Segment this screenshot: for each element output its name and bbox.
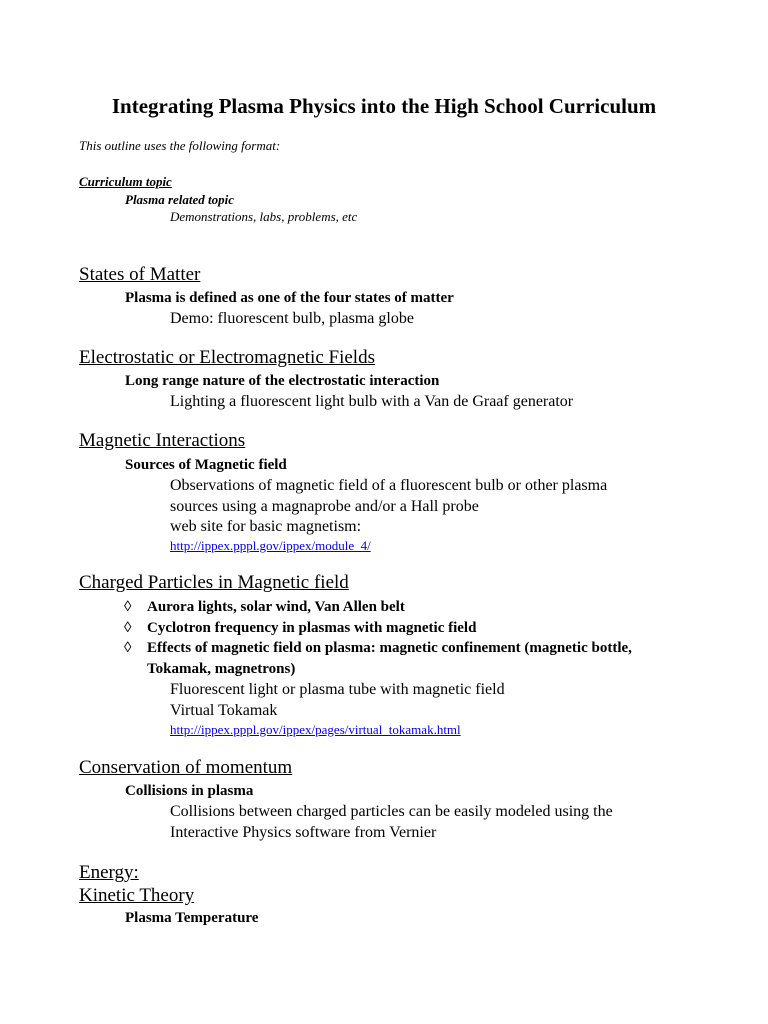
heading-energy: Energy: [79, 862, 139, 883]
heading-fields: Electrostatic or Electromagnetic Fields [79, 347, 375, 368]
text-charged-line1: Fluorescent light or plasma tube with magnetic field [170, 681, 505, 698]
page-title: Integrating Plasma Physics into the High School Curriculum [111, 94, 657, 118]
format-plasma-topic: Plasma related topic [125, 192, 235, 207]
bullet-aurora: Aurora lights, solar wind, Van Allen belt [147, 599, 405, 615]
link-virtual-tokamak[interactable]: http://ippex.pppl.gov/ippex/pages/virtual_tokamak.html [170, 722, 461, 737]
format-intro: This outline uses the following format: [79, 138, 281, 153]
text-fields: Lighting a fluorescent light bulb with a Van de Graaf generator [170, 393, 574, 410]
heading-states-of-matter: States of Matter [79, 264, 201, 285]
text-magnetic-line1: Observations of magnetic field of a fluorescent bulb or other plasma [170, 477, 608, 494]
text-magnetic-line2: sources using a magnaprobe and/or a Hall probe [170, 498, 479, 515]
diamond-bullet-icon: ◊ [124, 599, 132, 615]
format-demos: Demonstrations, labs, problems, etc [170, 209, 358, 224]
link-module-4[interactable]: http://ippex.pppl.gov/ippex/module_4/ [170, 538, 371, 553]
text-momentum-line2: Interactive Physics software from Vernier [170, 824, 437, 841]
format-curriculum-topic: Curriculum topic [79, 174, 172, 189]
diamond-bullet-icon: ◊ [124, 640, 132, 656]
text-momentum-line1: Collisions between charged particles can be easily modeled using the [170, 803, 613, 820]
bullet-cyclotron: Cyclotron frequency in plasmas with magnetic field [147, 620, 477, 636]
heading-magnetic: Magnetic Interactions [79, 430, 246, 451]
diamond-bullet-icon: ◊ [124, 620, 132, 636]
text-charged-line2: Virtual Tokamak [170, 702, 278, 719]
subtopic-momentum: Collisions in plasma [125, 783, 254, 799]
text-states-demo: Demo: fluorescent bulb, plasma globe [170, 310, 414, 327]
heading-charged-particles: Charged Particles in Magnetic field [79, 572, 349, 593]
heading-momentum: Conservation of momentum [79, 757, 293, 778]
bullet-confinement: Effects of magnetic field on plasma: magnetic confinement (magnetic bottle, Tokamak, magnetrons) [147, 640, 632, 677]
subtopic-magnetic: Sources of Magnetic field [125, 457, 287, 473]
subtopic-plasma-temperature: Plasma Temperature [125, 910, 259, 926]
heading-kinetic-theory: Kinetic Theory [79, 885, 195, 906]
text-magnetic-line3: web site for basic magnetism: [170, 518, 362, 535]
subtopic-fields: Long range nature of the electrostatic interaction [125, 373, 440, 389]
subtopic-states: Plasma is defined as one of the four states of matter [125, 290, 454, 306]
